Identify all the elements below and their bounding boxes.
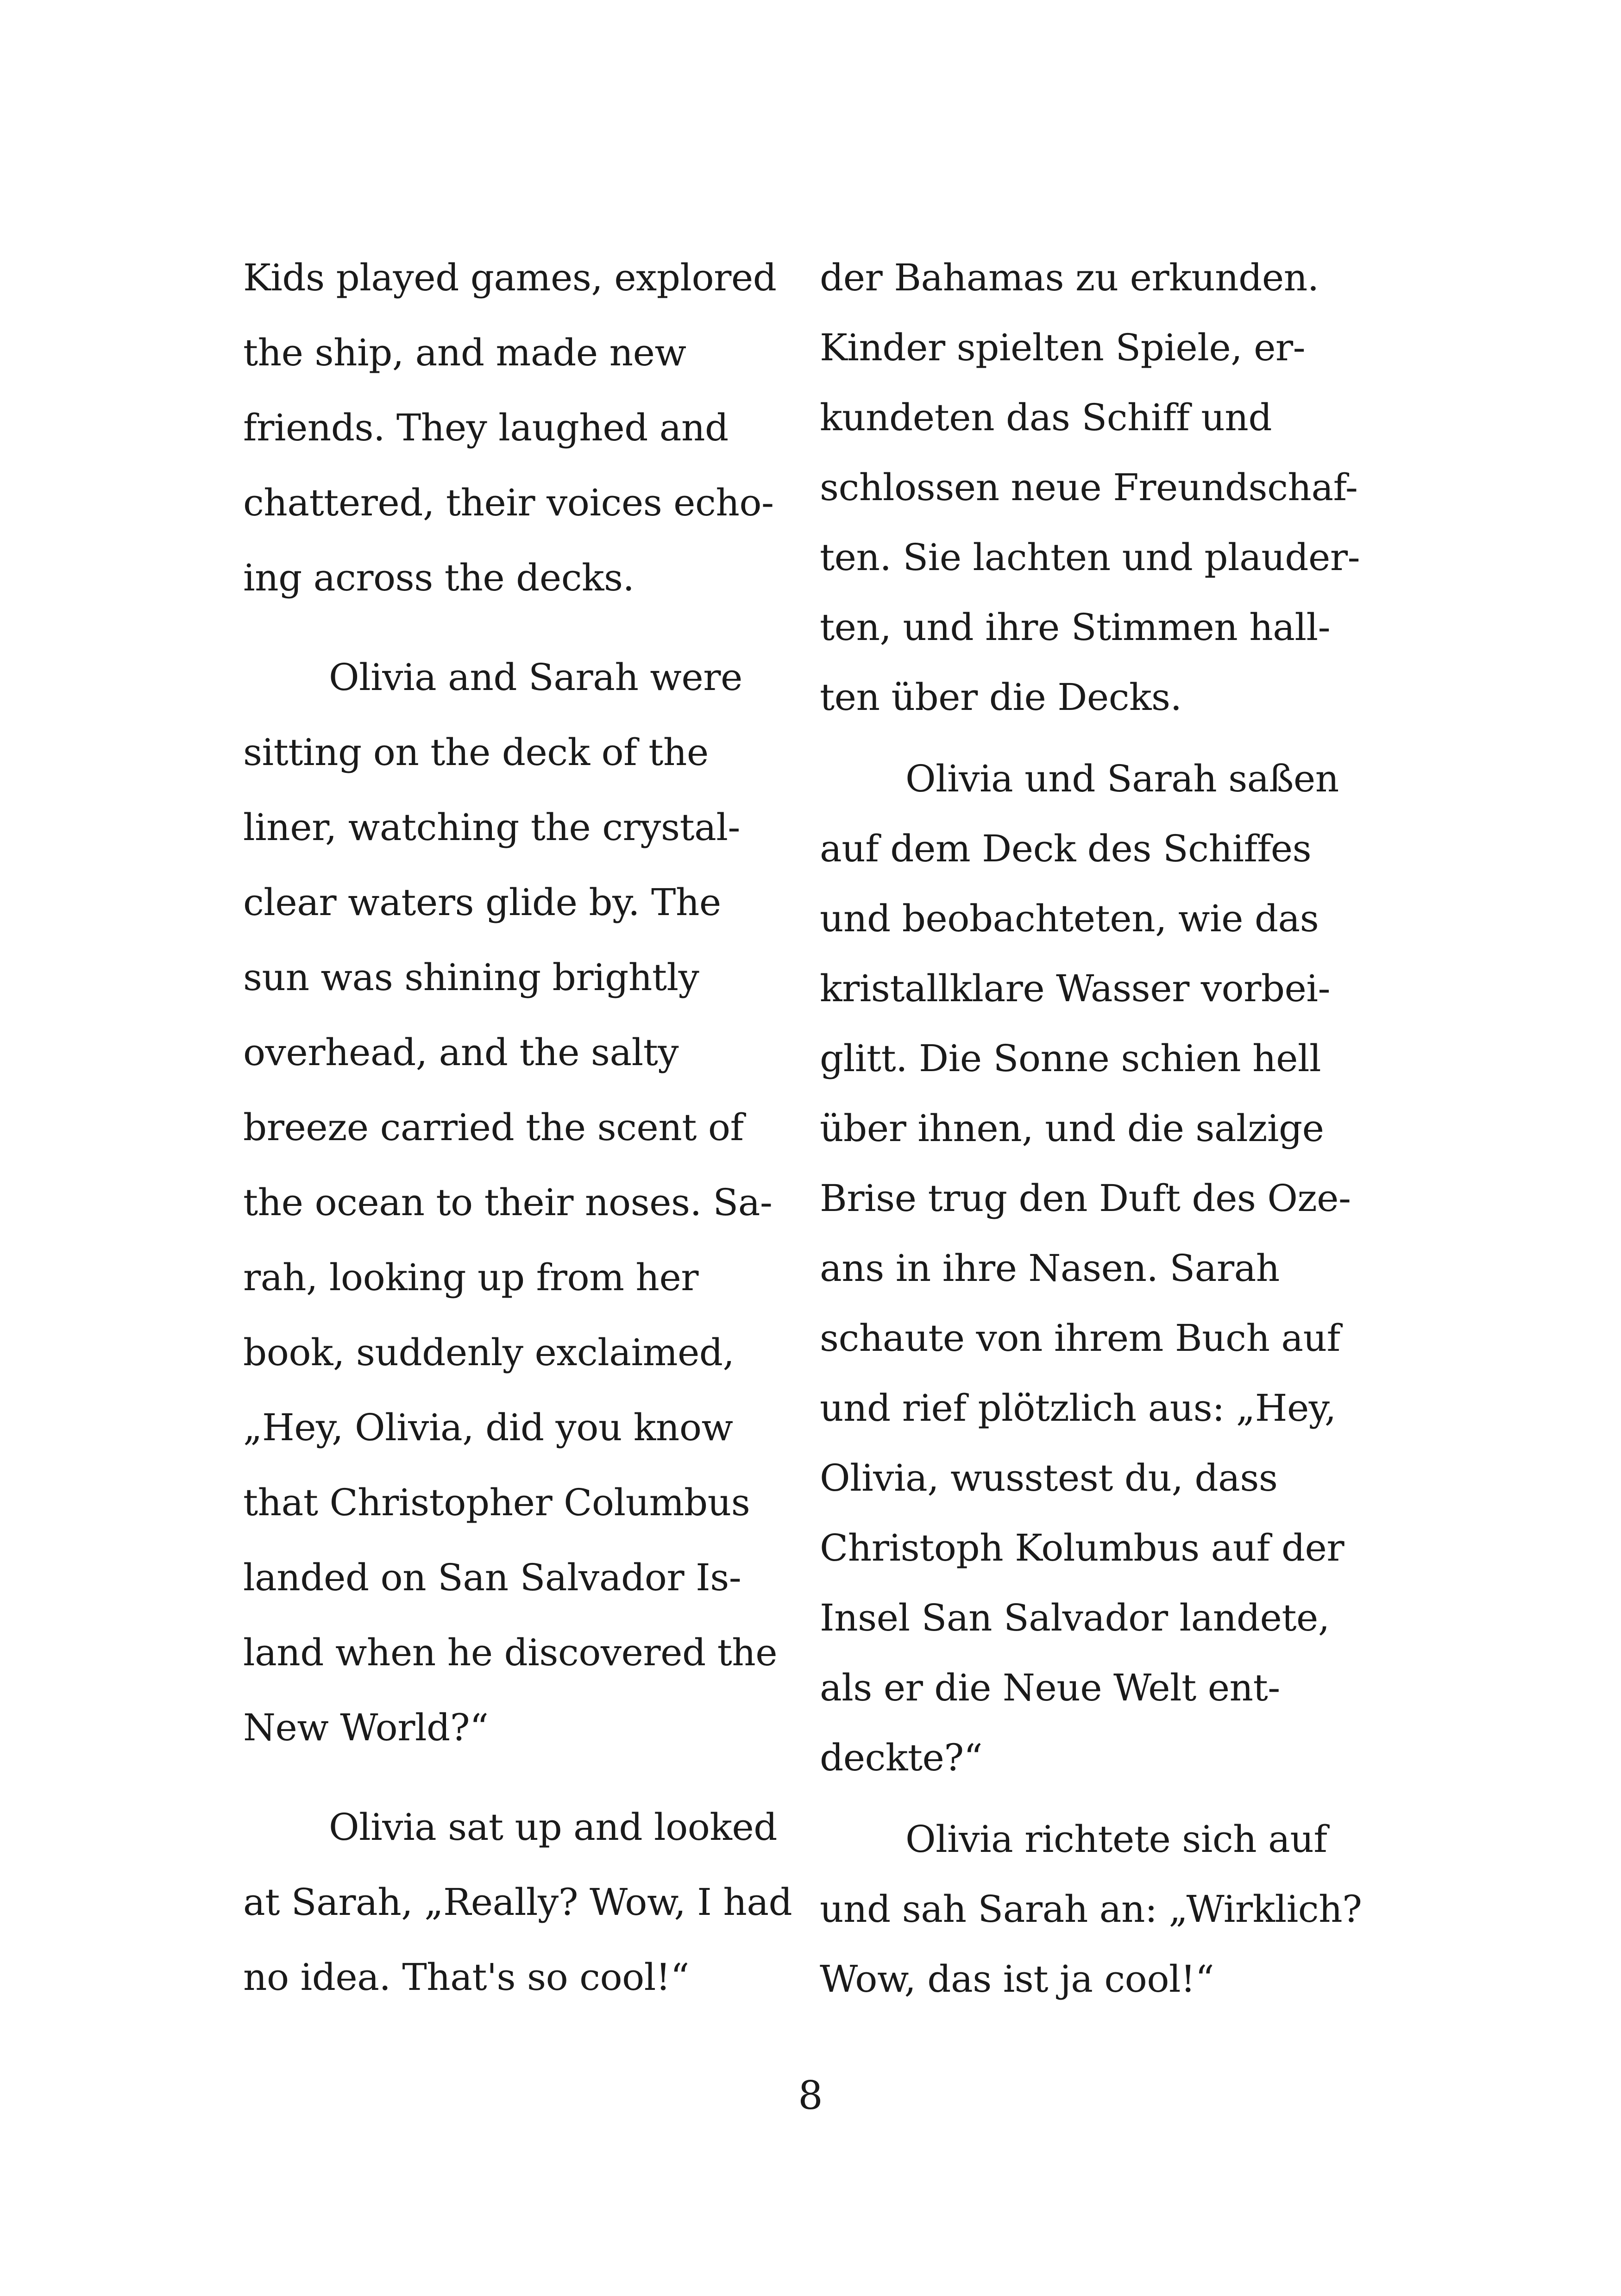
text-line: ten, und ihre Stimmen hall- bbox=[820, 606, 1331, 649]
text-line: Christoph Kolumbus auf der bbox=[820, 1526, 1345, 1569]
text-line: overhead, and the salty bbox=[243, 1031, 679, 1074]
text-line: ten. Sie lachten und plauder- bbox=[820, 536, 1360, 579]
text-line: Insel San Salvador landete, bbox=[820, 1596, 1330, 1639]
text-line: clear waters glide by. The bbox=[243, 881, 721, 924]
text-line: kundeten das Schiff und bbox=[820, 396, 1272, 439]
paragraph-gap bbox=[243, 627, 799, 652]
text-line: und beobachteten, wie das bbox=[820, 897, 1319, 940]
english-paragraph bbox=[243, 1802, 799, 2027]
text-line: kristallklare Wasser vorbei- bbox=[820, 967, 1331, 1010]
text-line: über ihnen, und die salzige bbox=[820, 1107, 1324, 1150]
german-paragraph bbox=[820, 1814, 1376, 2024]
text-line: „Hey, Olivia, did you know bbox=[243, 1406, 733, 1449]
text-line: landed on San Salvador Is- bbox=[243, 1556, 741, 1599]
text-line: no idea. That's so cool!“ bbox=[243, 1956, 689, 1999]
text-line: the ocean to their noses. Sa- bbox=[243, 1181, 773, 1224]
english-paragraph bbox=[243, 252, 799, 627]
english-paragraph bbox=[243, 652, 799, 1777]
text-line: Kids played games, explored bbox=[243, 256, 777, 299]
text-line: sun was shining brightly bbox=[243, 956, 699, 999]
text-line: und sah Sarah an: „Wirklich? bbox=[820, 1888, 1362, 1931]
text-line: breeze carried the scent of bbox=[243, 1106, 744, 1149]
text-line: chattered, their voices echo- bbox=[243, 481, 774, 524]
text-line: Olivia and Sarah were bbox=[329, 656, 742, 699]
page-number: 8 bbox=[798, 2073, 823, 2118]
text-line: deckte?“ bbox=[820, 1736, 983, 1779]
text-line: ans in ihre Nasen. Sarah bbox=[820, 1247, 1280, 1290]
text-line: ten über die Decks. bbox=[820, 676, 1182, 719]
german-paragraph bbox=[820, 252, 1376, 742]
text-line: ing across the decks. bbox=[243, 556, 635, 599]
text-line: New World?“ bbox=[243, 1706, 489, 1749]
text-line: land when he discovered the bbox=[243, 1631, 778, 1674]
text-line: the ship, and made new bbox=[243, 331, 686, 374]
english-column bbox=[243, 252, 799, 2027]
text-line: und rief plötzlich aus: „Hey, bbox=[820, 1386, 1336, 1430]
text-line: Brise trug den Duft des Oze- bbox=[820, 1177, 1351, 1220]
text-line: friends. They laughed and bbox=[243, 406, 729, 449]
text-line: Kinder spielten Spiele, er- bbox=[820, 326, 1306, 369]
paragraph-gap bbox=[820, 1802, 1376, 1814]
text-line: Olivia und Sarah saßen bbox=[905, 757, 1339, 800]
text-line: schlossen neue Freundschaf- bbox=[820, 466, 1358, 509]
german-column bbox=[820, 252, 1376, 2024]
text-line: rah, looking up from her bbox=[243, 1256, 699, 1299]
text-line: that Christopher Columbus bbox=[243, 1481, 750, 1524]
text-line: liner, watching the crystal- bbox=[243, 806, 740, 849]
text-line: Olivia richtete sich auf bbox=[905, 1818, 1327, 1861]
text-line: Olivia, wusstest du, dass bbox=[820, 1456, 1278, 1499]
text-line: sitting on the deck of the bbox=[243, 731, 709, 774]
text-line: at Sarah, „Really? Wow, I had bbox=[243, 1881, 792, 1924]
german-paragraph bbox=[820, 753, 1376, 1802]
text-line: schaute von ihrem Buch auf bbox=[820, 1317, 1340, 1360]
paragraph-gap bbox=[820, 742, 1376, 753]
text-line: Wow, das ist ja cool!“ bbox=[820, 1957, 1214, 2001]
text-line: Olivia sat up and looked bbox=[329, 1806, 777, 1849]
paragraph-gap bbox=[243, 1777, 799, 1802]
text-line: glitt. Die Sonne schien hell bbox=[820, 1037, 1321, 1080]
text-line: auf dem Deck des Schiffes bbox=[820, 827, 1312, 870]
text-line: der Bahamas zu erkunden. bbox=[820, 256, 1319, 299]
text-line: als er die Neue Welt ent- bbox=[820, 1666, 1280, 1709]
text-line: book, suddenly exclaimed, bbox=[243, 1331, 735, 1374]
